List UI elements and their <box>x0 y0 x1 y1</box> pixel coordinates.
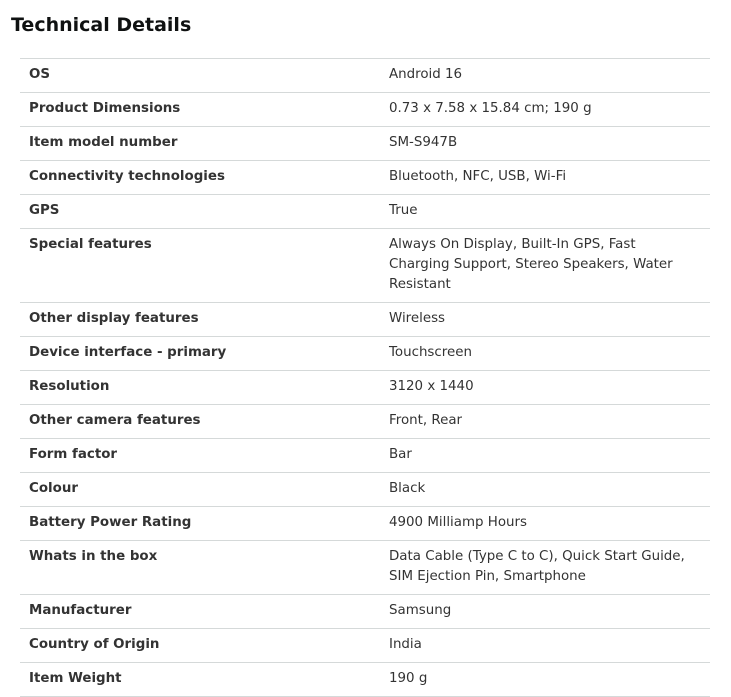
section-title: Technical Details <box>11 14 192 36</box>
row-value: Wireless <box>389 311 446 326</box>
table-row <box>20 663 710 697</box>
row-label: Battery Power Rating <box>29 515 192 530</box>
table-row <box>20 161 710 195</box>
row-label: GPS <box>29 203 60 218</box>
table-row <box>20 405 710 439</box>
row-label: Colour <box>29 481 78 496</box>
row-value: Front, Rear <box>389 413 463 428</box>
technical-details-table <box>20 58 710 697</box>
row-label: Special features <box>29 237 152 252</box>
table-row <box>20 473 710 507</box>
row-label: Whats in the box <box>29 549 158 564</box>
row-label: Product Dimensions <box>29 101 181 116</box>
row-label: Other display features <box>29 311 199 326</box>
table-row <box>20 195 710 229</box>
row-value: Bar <box>389 447 412 462</box>
row-label: Item model number <box>29 135 178 150</box>
row-value: 3120 x 1440 <box>389 379 474 394</box>
table-row <box>20 337 710 371</box>
row-value: SM-S947B <box>389 135 458 150</box>
row-label: Country of Origin <box>29 637 160 652</box>
table-row <box>20 507 710 541</box>
row-value: Android 16 <box>389 67 463 82</box>
table-row <box>20 629 710 663</box>
row-value: Samsung <box>389 603 452 618</box>
row-value: Bluetooth, NFC, USB, Wi-Fi <box>389 169 567 184</box>
table-row <box>20 127 710 161</box>
row-value: 0.73 x 7.58 x 15.84 cm; 190 g <box>389 101 592 116</box>
row-value: 4900 Milliamp Hours <box>389 515 528 530</box>
row-value: India <box>389 637 422 652</box>
row-label: Connectivity technologies <box>29 169 225 184</box>
row-label: Device interface - primary <box>29 345 227 360</box>
row-label: Form factor <box>29 447 118 462</box>
table-row <box>20 229 710 303</box>
table-row <box>20 541 710 595</box>
row-value: Always On Display, Built-In GPS, Fast Charging Support, Stereo Speakers, Water Resistant <box>389 237 673 292</box>
row-value: Touchscreen <box>389 345 472 360</box>
row-value: 190 g <box>389 671 428 686</box>
row-value: Data Cable (Type C to C), Quick Start Guide, SIM Ejection Pin, Smartphone <box>389 549 685 584</box>
row-label: Item Weight <box>29 671 122 686</box>
table-row <box>20 303 710 337</box>
table-row <box>20 371 710 405</box>
table-row <box>20 595 710 629</box>
row-label: Resolution <box>29 379 110 394</box>
row-value: True <box>389 203 418 218</box>
row-label: Other camera features <box>29 413 201 428</box>
table-row <box>20 439 710 473</box>
row-label: Manufacturer <box>29 603 132 618</box>
row-label: OS <box>29 67 51 82</box>
table-body <box>20 59 710 697</box>
row-value: Black <box>389 481 426 496</box>
table-row <box>20 59 710 93</box>
table-row <box>20 93 710 127</box>
